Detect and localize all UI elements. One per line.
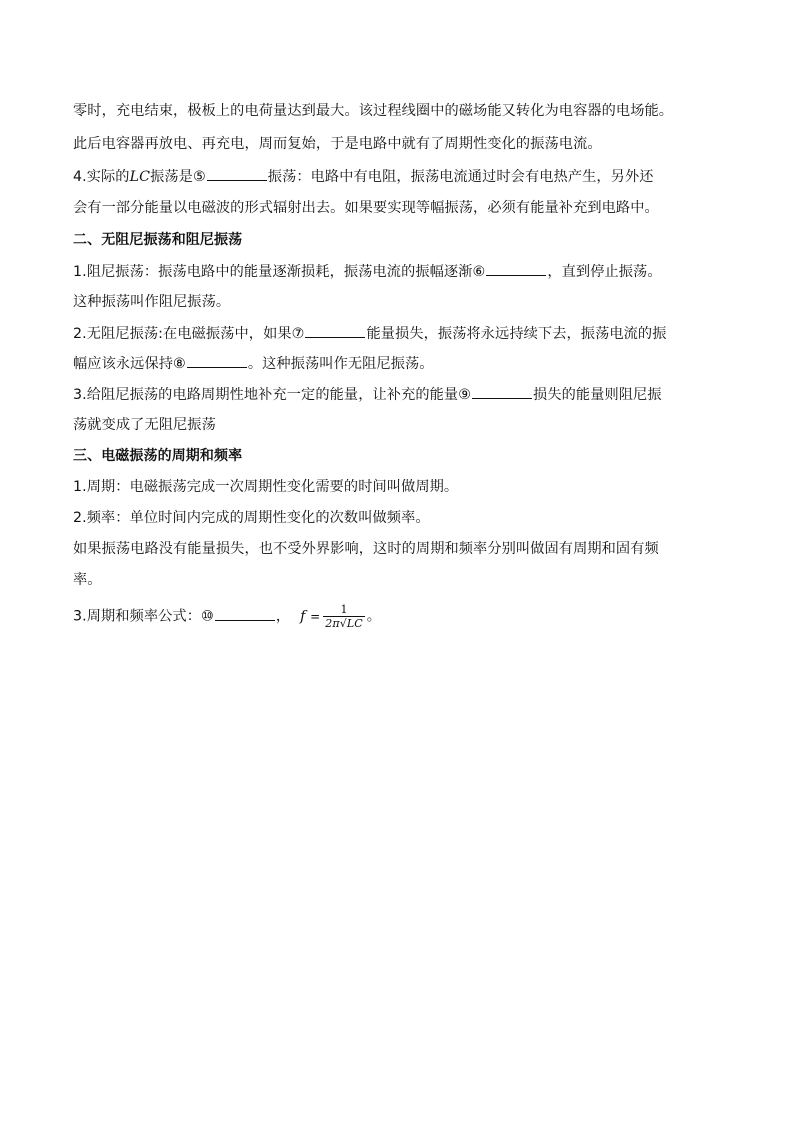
paragraph-text: ， <box>275 608 291 625</box>
lc-symbol: LC <box>129 169 151 185</box>
paragraph-text: 1.阻尼振荡：振荡电路中的能量逐渐损耗，振荡电流的振幅逐渐⑥ <box>73 264 486 280</box>
paragraph-line <box>73 353 434 374</box>
section-heading <box>73 230 242 250</box>
formula-f: f <box>300 608 306 625</box>
paragraph-line <box>73 261 662 282</box>
paragraph-line <box>73 539 659 559</box>
sqrt-symbol: √ <box>339 617 347 630</box>
paragraph-line <box>73 384 662 405</box>
paragraph-text: 振荡：电路中有电阻，振荡电流通过时会有电热产生，另外还 <box>267 169 654 185</box>
paragraph-text: 振荡是⑤ <box>150 169 206 185</box>
paragraph-text: 4.实际的 <box>73 169 130 185</box>
answer-blank-8[interactable] <box>187 353 247 368</box>
paragraph-text: ，直到停止振荡。 <box>547 264 662 280</box>
paragraph-text: 能量损失，振荡将永远持续下去，振荡电流的振 <box>366 326 667 342</box>
formula-den-2pi: 2π <box>325 617 340 630</box>
answer-blank-7[interactable] <box>305 323 365 338</box>
formula-denominator <box>323 617 364 630</box>
formula-den-lc: LC <box>346 617 363 630</box>
formula-line <box>73 603 381 630</box>
paragraph-text: 这种振荡叫作阻尼振荡。 <box>73 294 231 310</box>
paragraph-line <box>73 323 667 344</box>
paragraph-text: 荡就变成了无阻尼振荡 <box>73 417 216 433</box>
paragraph-line <box>73 477 458 497</box>
answer-blank-5[interactable] <box>207 166 267 181</box>
paragraph-line <box>73 415 216 435</box>
paragraph-text: 率。 <box>73 572 102 588</box>
paragraph-line <box>73 508 430 528</box>
formula-equals: = <box>310 609 321 624</box>
paragraph-text: 3.周期和频率公式：⑩ <box>73 608 214 625</box>
paragraph-text: 如果振荡电路没有能量损失，也不受外界影响，这时的周期和频率分别叫做固有周期和固有频 <box>73 541 659 557</box>
paragraph-text: 2.频率：单位时间内完成的周期性变化的次数叫做频率。 <box>73 510 430 526</box>
paragraph-line <box>73 134 602 154</box>
section-heading <box>73 446 242 466</box>
paragraph-line <box>73 101 673 121</box>
paragraph-text: 2.无阻尼振荡:在电磁振荡中，如果⑦ <box>73 326 305 342</box>
paragraph-text: 3.给阻尼振荡的电路周期性地补充一定的能量，让补充的能量⑨ <box>73 387 472 403</box>
paragraph-text: 此后电容器再放电、再充电，周而复始，于是电路中就有了周期性变化的振荡电流。 <box>73 136 602 152</box>
paragraph-text: 。 <box>366 608 382 625</box>
frequency-formula <box>300 603 365 630</box>
paragraph-text: 损失的能量则阻尼振 <box>533 387 662 403</box>
paragraph-text: 会有一部分能量以电磁波的形式辐射出去。如果要实现等幅振荡，必须有能量补充到电路中。 <box>73 200 659 216</box>
paragraph-line <box>73 292 230 312</box>
paragraph-text: 零时，充电结束，极板上的电荷量达到最大。该过程线圈中的磁场能又转化为电容器的电场能。 <box>73 103 674 119</box>
section-heading-text: 三、电磁振荡的周期和频率 <box>73 448 243 464</box>
answer-blank-9[interactable] <box>472 384 532 399</box>
paragraph-text: 。这种振荡叫作无阻尼振荡。 <box>247 356 434 372</box>
paragraph-line <box>73 166 654 187</box>
answer-blank-10[interactable] <box>215 606 275 621</box>
paragraph-text: 幅应该永远保持⑧ <box>73 356 186 372</box>
paragraph-text: 1.周期：电磁振荡完成一次周期性变化需要的时间叫做周期。 <box>73 479 459 495</box>
paragraph-line <box>73 570 102 590</box>
answer-blank-6[interactable] <box>486 261 546 276</box>
paragraph-line <box>73 198 659 218</box>
section-heading-text: 二、无阻尼振荡和阻尼振荡 <box>73 232 243 248</box>
formula-numerator: 1 <box>323 603 364 617</box>
formula-fraction <box>323 603 364 630</box>
